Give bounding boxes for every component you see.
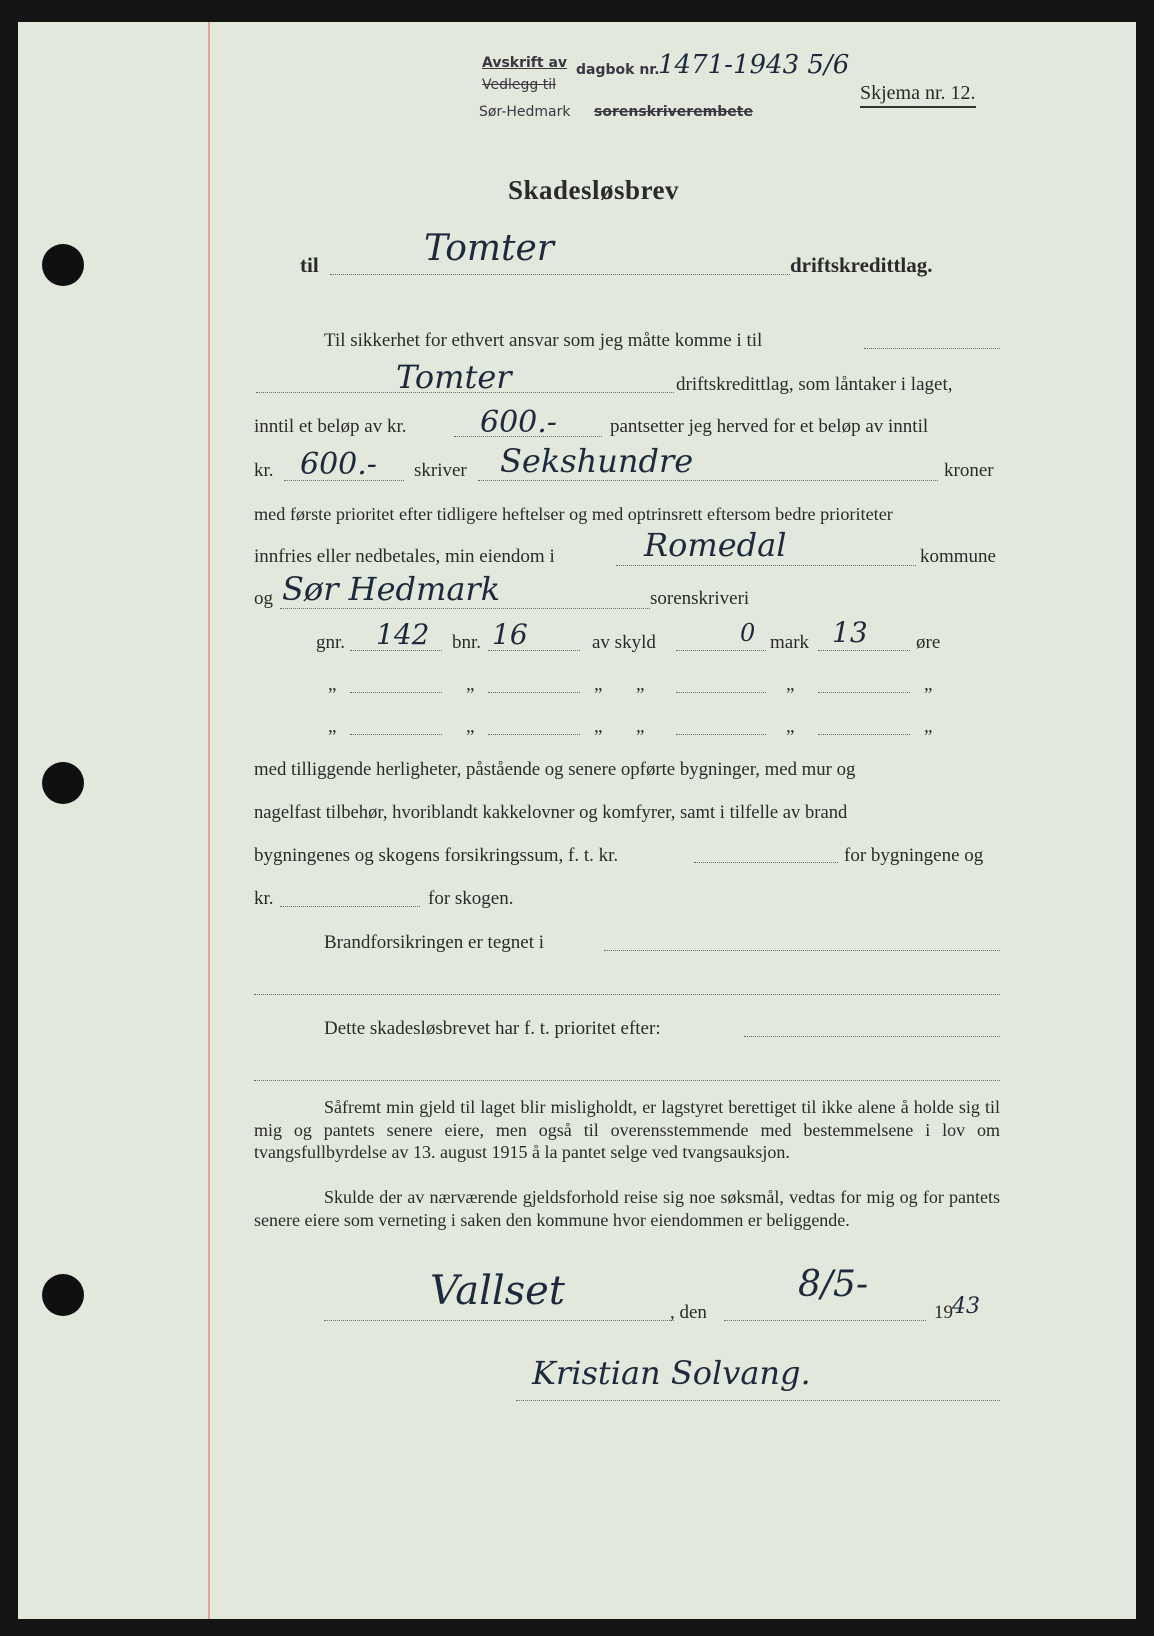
sorenskriveri-dots [280, 608, 650, 609]
ditto-2-dots-c [676, 734, 766, 735]
mark-label: mark [770, 632, 810, 653]
paragraph-verneting: Skulde der av nærværende gjeldsforhold reise sig noe søksmål, vedtas for mig og for pantets senere eiere som verneting i saken den kommune hvor eiendommen er beliggende. [254, 1187, 1000, 1230]
bnr-handwritten: 16 [492, 618, 528, 651]
prioritet-label: Dette skadesløsbrevet har f. t. prioritet efter: [324, 1018, 661, 1039]
ditto-2-a: „ [328, 716, 337, 737]
ditto-1-dots-c [676, 692, 766, 693]
recipient-prefix: til [300, 253, 319, 277]
document-page [18, 22, 1136, 1619]
body-line-7-og: og [254, 588, 273, 609]
kommune-handwritten: Romedal [644, 526, 787, 564]
year-suffix-handwritten: 43 [952, 1294, 980, 1319]
ditto-1-b: „ [466, 674, 475, 695]
ore-handwritten: 13 [832, 616, 868, 649]
date-handwritten: 8/5- [798, 1264, 869, 1305]
signer-signature: Kristian Solvang. [532, 1354, 811, 1392]
body-line-7-b: sorenskriveri [650, 588, 750, 609]
ditto-2-dots-b [488, 734, 580, 735]
skjema-number: Skjema nr. 12. [860, 82, 976, 108]
ditto-2-dots-a [350, 734, 442, 735]
forsikringssum-dots [694, 862, 838, 863]
ditto-2-f: „ [924, 716, 933, 737]
stamp-avskrift: Avskrift av [482, 55, 568, 71]
amount2-handwritten: 600.- [300, 447, 377, 482]
body-line-11-kr: kr. [254, 888, 274, 909]
body-line-10-a: bygningenes og skogens forsikringssum, f. t. kr. [254, 845, 619, 866]
ditto-2-d: „ [636, 716, 645, 737]
ditto-1-d: „ [636, 674, 645, 695]
ditto-1-dots-a [350, 692, 442, 693]
body-line-9: nagelfast tilbehør, hvoriblandt kakkelovner og komfyrer, samt i tilfelle av brand [254, 802, 848, 823]
punch-hole-top [42, 244, 84, 286]
kommune-dots [616, 565, 916, 566]
document-title: Skadesløsbrev [508, 175, 680, 205]
skog-dots [280, 906, 420, 907]
body-line-8: med tilliggende herligheter, påstående og senere opførte bygninger, med mur og [254, 759, 856, 780]
recipient-name-handwritten: Tomter [424, 228, 555, 269]
date-dots [724, 1320, 926, 1321]
brandforsikring-dots-2 [254, 994, 1000, 995]
margin-rule [208, 22, 210, 1619]
bnr-label: bnr. [452, 632, 482, 653]
stamp-dagbok: dagbok nr. [576, 62, 660, 78]
ditto-1-dots-b [488, 692, 580, 693]
stamp-sor-hedmark: Sør-Hedmark [479, 104, 571, 120]
body-line-4-kr: kr. [254, 460, 274, 481]
body-line-6-b: kommune [920, 546, 996, 567]
brandforsikring-label: Brandforsikringen er tegnet i [324, 932, 545, 953]
lag-name-handwritten: Tomter [396, 358, 512, 396]
body-line-11-b: for skogen. [428, 888, 514, 909]
punch-hole-bottom [42, 1274, 84, 1316]
mark-dots [676, 650, 766, 651]
recipient-dotted-line [330, 274, 790, 275]
mark-handwritten: 0 [740, 619, 756, 647]
ditto-1-a: „ [328, 674, 337, 695]
gnr-label: gnr. [316, 632, 346, 653]
stamp-sorenskriverembete: sorenskriverembete [594, 104, 753, 120]
ditto-1-f: „ [924, 674, 933, 695]
body-line-3-a: inntil et beløp av kr. [254, 416, 407, 437]
prioritet-dots-2 [254, 1080, 1000, 1081]
skyld-label: av skyld [592, 632, 656, 653]
ditto-1-e: „ [786, 674, 795, 695]
ditto-2-b: „ [466, 716, 475, 737]
brandforsikring-dots [604, 950, 1000, 951]
ore-dots [818, 650, 910, 651]
body-line-2-suffix: driftskredittlag, som låntaker i laget, [676, 374, 953, 395]
body-line-1: Til sikkerhet for ethvert ansvar som jeg måtte komme i til [324, 330, 763, 351]
body-line-10-b: for bygningene og [844, 845, 984, 866]
dagbok-handwritten: 1471-1943 5/6 [658, 50, 850, 80]
ditto-2-e: „ [786, 716, 795, 737]
body-line-4-skriver: skriver [414, 460, 467, 481]
year-prefix: 19 [934, 1302, 953, 1323]
amount-handwritten: 600.- [480, 405, 557, 440]
den-label: , den [670, 1302, 707, 1323]
paragraph-mislighold: Såfremt min gjeld til laget blir misligholdt, er lagstyret berettiget til ikke alene å holde sig til mig og pantets senere eiere, men også til overensstemmende med bestemmelsene i lov om tvangsfullbyrdelse av 13. august 1915 å la pantet selge ved tvangsauksjon. [254, 1097, 1000, 1162]
scan-top-border [0, 0, 1154, 22]
prioritet-dots [744, 1036, 1000, 1037]
sorenskriveri-handwritten: Sør Hedmark [282, 570, 501, 608]
stamp-vedlegg: Vedlegg til [482, 77, 556, 93]
place-dots [324, 1320, 674, 1321]
body-line-5: med første prioritet efter tidligere heftelser og med optrinsrett eftersom bedre prioriteter [254, 504, 893, 524]
recipient-suffix: driftskredittlag. [790, 253, 933, 277]
body-line-6-a: innfries eller nedbetales, min eiendom i [254, 546, 555, 567]
amount-words-dots [478, 480, 938, 481]
ore-label: øre [916, 632, 941, 653]
gnr-handwritten: 142 [376, 618, 430, 651]
ditto-1-c: „ [594, 674, 603, 695]
amount-words-handwritten: Sekshundre [500, 442, 694, 480]
punch-hole-middle [42, 762, 84, 804]
ditto-2-c: „ [594, 716, 603, 737]
body-line-1-dots [864, 348, 1000, 349]
ditto-2-dots-d [818, 734, 910, 735]
place-handwritten: Vallset [430, 1268, 565, 1314]
ditto-1-dots-d [818, 692, 910, 693]
body-line-3-b: pantsetter jeg herved for et beløp av inntil [610, 416, 929, 437]
signature-dots [516, 1400, 1000, 1401]
body-line-4-kroner: kroner [944, 460, 994, 481]
